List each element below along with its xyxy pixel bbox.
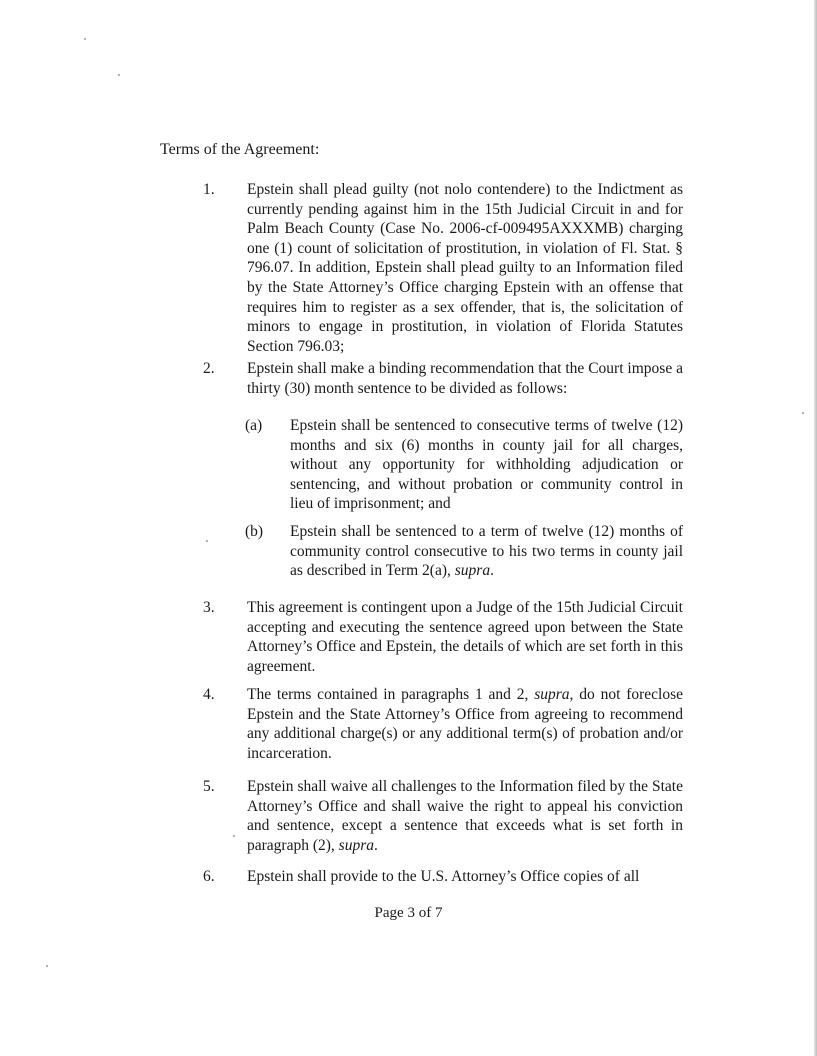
subterm-text: Epstein shall be sentenced to consecutive terms of twelve (12) months and six (6) months in county jail for all charges, without any opportunity for withholding adjudication or sentencing, and without probation or community control in lieu of imprisonment; and [290, 417, 683, 513]
subterm-item-b [245, 522, 683, 581]
term-number: 2. [203, 360, 215, 377]
term-text: This agreement is contingent upon a Judge of the 15th Judicial Circuit accepting and executing the sentence agreed upon between the State Attorney’s Office and Epstein, the details of which are set forth in this agreement. [247, 599, 683, 675]
term-item-2 [203, 359, 683, 398]
scan-speck [46, 965, 48, 967]
supra-emphasis: supra [454, 562, 491, 580]
term-item-5 [203, 777, 683, 855]
term-text: The terms contained in paragraphs 1 and 2, supra, do not foreclose Epstein and the State Attorney’s Office from agreeing to recommend any additional charge(s) or any additional term(s) of probation and/or incarceration. [247, 686, 684, 762]
term-item-4 [203, 685, 683, 763]
term-text: Epstein shall plead guilty (not nolo contendere) to the Indictment as currently pending against him in the 15th Judicial Circuit in and for Palm Beach County (Case No. 2006-cf-009495AXXXMB) charging one (1) count of solicitation of prostitution, in violation of Fl. Stat. § 796.07. In addition, Epstein shall plead guilty to an Information filed by the State Attorney’s Office charging Epstein with an offense that requires him to register as a sex offender, that is, the solicitation of minors to engage in prostitution, in violation of Florida Statutes Section 796.03; [247, 181, 683, 355]
term-number: 6. [203, 868, 215, 885]
term-number: 4. [203, 686, 215, 703]
subterm-label: (b) [245, 523, 264, 540]
subterm-label: (a) [245, 417, 263, 434]
page-number: Page 3 of 7 [374, 905, 443, 921]
subterm-item-a [245, 416, 683, 514]
term-text: Epstein shall waive all challenges to the Information filed by the State Attorney’s Office and shall waive the right to appeal his conviction and sentence, except a sentence that exceeds what is set forth in paragraph (2), supra. [247, 778, 683, 854]
scan-speck [118, 74, 120, 76]
supra-emphasis: supra [534, 686, 570, 703]
scan-speck [802, 412, 804, 414]
term-number: 3. [203, 599, 215, 616]
term-number: 1. [203, 181, 215, 198]
term-number: 5. [203, 778, 215, 795]
term-text: Epstein shall provide to the U.S. Attorney’s Office copies of all [247, 868, 640, 885]
supra-emphasis: supra [338, 836, 374, 854]
scan-speck [84, 38, 86, 40]
term-item-1 [203, 180, 683, 356]
term-item-6 [203, 867, 683, 887]
subterm-text: Epstein shall be sentenced to a term of twelve (12) months of community control consecutive to his two terms in county jail as described in Term 2(a), supra. [290, 523, 683, 580]
term-item-3 [203, 598, 683, 676]
term-text: Epstein shall make a binding recommendation that the Court impose a thirty (30) month sentence to be divided as follows: [247, 360, 683, 397]
scan-speck [206, 540, 208, 542]
section-heading: Terms of the Agreement: [160, 141, 320, 158]
